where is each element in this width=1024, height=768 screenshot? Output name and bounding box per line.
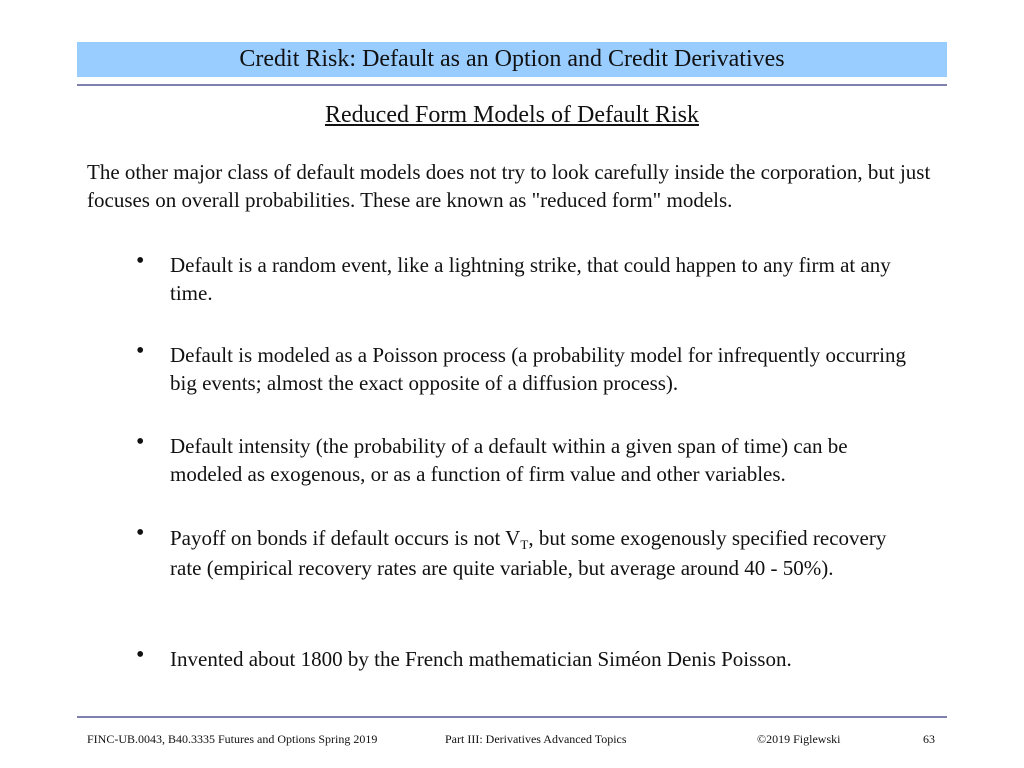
slide-subtitle: Reduced Form Models of Default Risk <box>325 102 699 128</box>
bullet-text <box>170 523 916 583</box>
bullet-icon: • <box>136 338 145 364</box>
bullet-text: Default intensity (the probability of a default within a given span of time) can be modeled as exogenous, or as a function of firm value and other variables. <box>170 434 848 486</box>
footer-part: Part III: Derivatives Advanced Topics <box>445 732 627 746</box>
footer-divider <box>77 716 947 718</box>
slide-title: Credit Risk: Default as an Option and Credit Derivatives <box>77 42 947 77</box>
page-number: 63 <box>923 732 935 746</box>
bullet-icon: • <box>136 642 145 668</box>
title-divider <box>77 84 947 86</box>
subscript-t: T <box>520 537 529 552</box>
bullet-text: Default is modeled as a Poisson process (a probability model for infrequently occurring big events; almost the exact opposite of a diffusion process). <box>170 343 906 395</box>
bullet-text-after: , but some exogenously specified recovery rate (empirical recovery rates are quite variable, but average around 40 - 50%). <box>170 526 887 580</box>
bullet-text-before: Payoff on bonds if default occurs is not V <box>170 526 521 550</box>
footer-course: FINC-UB.0043, B40.3335 Futures and Options Spring 2019 <box>87 732 378 746</box>
intro-paragraph: The other major class of default models does not try to look carefully inside the corporation, but just focuses on overall probabilities. These are known as "reduced form" models. <box>87 160 931 212</box>
bullet-icon: • <box>136 520 145 546</box>
bullet-icon: • <box>136 248 145 274</box>
bullet-text: Invented about 1800 by the French mathematician Siméon Denis Poisson. <box>170 647 792 671</box>
footer-copyright: ©2019 Figlewski <box>757 732 841 746</box>
bullet-icon: • <box>136 429 145 455</box>
bullet-text: Default is a random event, like a lightning strike, that could happen to any firm at any time. <box>170 253 891 305</box>
